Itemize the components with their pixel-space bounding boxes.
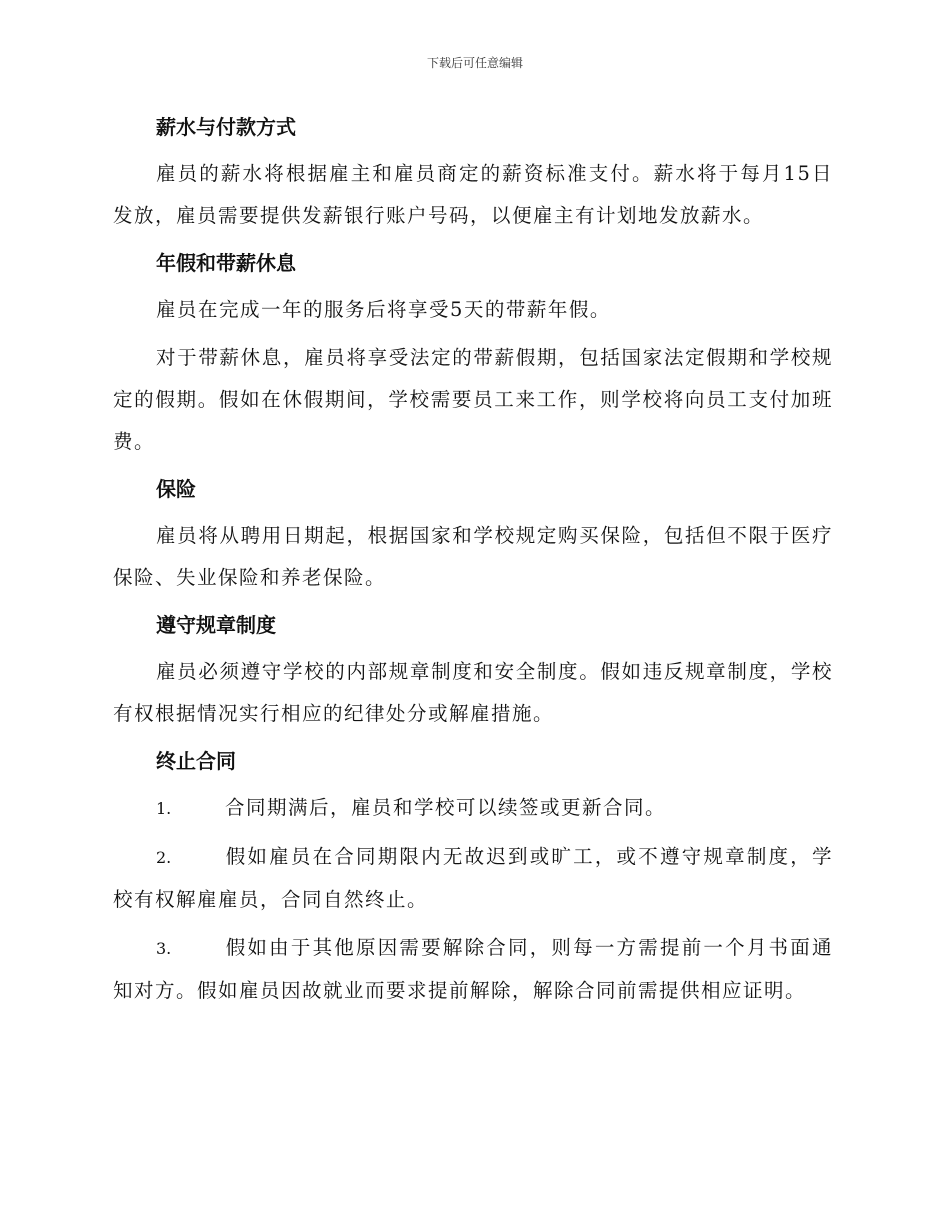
section-heading-leave: 年假和带薪休息 xyxy=(156,251,296,275)
paragraph-salary: 雇员的薪水将根据雇主和雇员商定的薪资标准支付。薪水将于每月15日发放，雇员需要提供发薪银行账户号码，以便雇主有计划地发放薪水。 xyxy=(113,162,833,227)
section-heading-termination: 终止合同 xyxy=(156,749,236,773)
paragraph-rules: 雇员必须遵守学校的内部规章制度和安全制度。假如违反规章制度，学校有权根据情况实行相应的纪律处分或解雇措施。 xyxy=(113,660,833,725)
paragraph-paid-rest: 对于带薪休息，雇员将享受法定的带薪假期，包括国家法定假期和学校规定的假期。假如在休假期间，学校需要员工来工作，则学校将向员工支付加班费。 xyxy=(113,346,833,453)
list-item-number: 2. xyxy=(156,848,172,867)
list-item-text: 假如由于其他原因需要解除合同，则每一方需提前一个月书面通知对方。假如雇员因故就业而要求提前解除，解除合同前需提供相应证明。 xyxy=(113,936,833,1002)
section-heading-rules: 遵守规章制度 xyxy=(156,613,276,637)
list-item xyxy=(113,836,833,921)
list-item-text: 合同期满后，雇员和学校可以续签或更新合同。 xyxy=(225,796,667,819)
section-heading-salary: 薪水与付款方式 xyxy=(156,115,296,139)
paragraph-annual-leave: 雇员在完成一年的服务后将享受5天的带薪年假。 xyxy=(156,298,611,321)
paragraph-insurance: 雇员将从聘用日期起，根据国家和学校规定购买保险，包括但不限于医疗保险、失业保险和养老保险。 xyxy=(113,524,833,589)
document-body xyxy=(113,107,833,1018)
page-header: 下载后可任意编辑 xyxy=(426,56,523,70)
list-item-number: 1. xyxy=(156,799,172,818)
list-item xyxy=(113,787,833,830)
list-item-text: 假如雇员在合同期限内无故迟到或旷工，或不遵守规章制度，学校有权解雇雇员，合同自然终止。 xyxy=(113,845,833,911)
list-item xyxy=(113,927,833,1012)
list-item-number: 3. xyxy=(156,939,172,958)
section-heading-insurance: 保险 xyxy=(156,477,196,501)
